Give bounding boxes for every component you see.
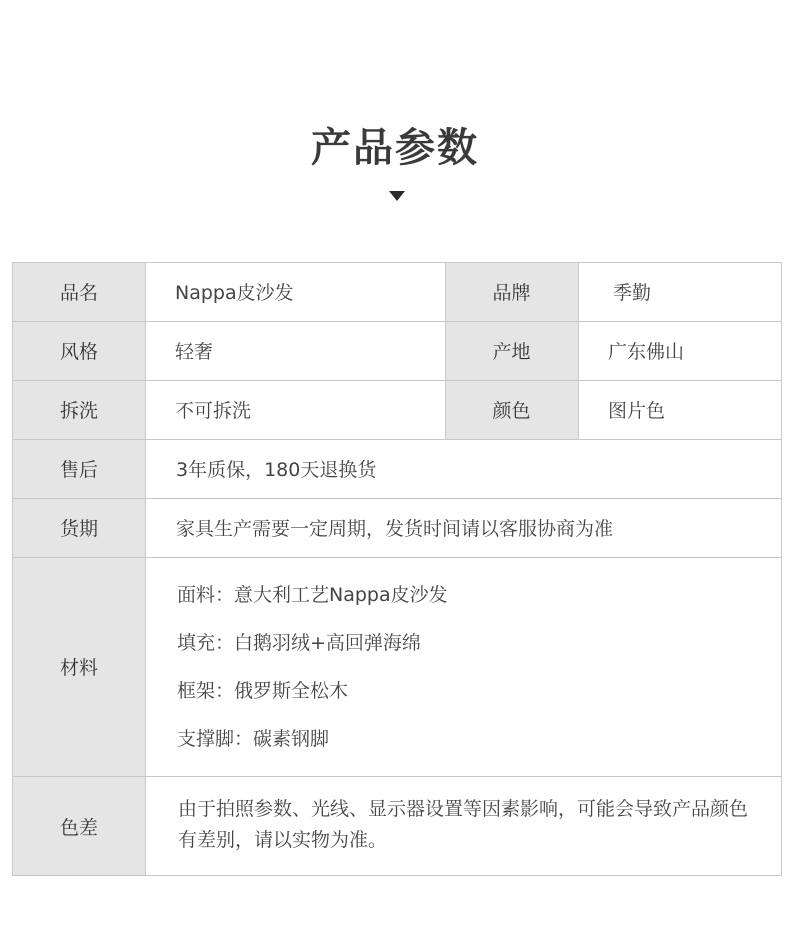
label-brand: 品牌 [445, 262, 578, 321]
value-aftersale: 3年质保，180天退换货 [146, 439, 782, 498]
divider [12, 321, 782, 322]
divider [12, 439, 782, 440]
label-name: 品名 [12, 262, 146, 321]
value-brand: 季勤 [578, 262, 782, 321]
value-name: Nappa皮沙发 [146, 262, 445, 321]
divider [12, 380, 782, 381]
triangle-down-icon [389, 191, 405, 201]
label-material: 材料 [12, 557, 146, 776]
value-delivery: 家具生产需要一定周期，发货时间请以客服协商为准 [146, 498, 782, 557]
material-item: 框架：俄罗斯全松木 [177, 680, 349, 702]
divider [445, 262, 446, 439]
divider [781, 262, 782, 876]
value-color: 图片色 [578, 380, 782, 439]
label-delivery: 货期 [12, 498, 146, 557]
divider [12, 498, 782, 499]
material-item: 填充：白鹅羽绒+高回弹海绵 [177, 632, 421, 654]
material-item: 面料：意大利工艺Nappa皮沙发 [177, 584, 448, 606]
page-title: 产品参数 [311, 125, 479, 171]
divider [12, 875, 782, 876]
divider [12, 262, 13, 876]
label-style: 风格 [12, 321, 146, 380]
value-color-diff: 由于拍照参数、光线、显示器设置等因素影响，可能会导致产品颜色有差别，请以实物为准。 [146, 776, 782, 876]
divider [578, 262, 579, 439]
value-origin: 广东佛山 [578, 321, 782, 380]
value-materials [146, 557, 782, 776]
product-params-table [12, 262, 782, 876]
label-color: 颜色 [445, 380, 578, 439]
label-aftersale: 售后 [12, 439, 146, 498]
material-item: 支撑脚：碳素钢脚 [177, 728, 330, 750]
divider [12, 262, 782, 263]
value-style: 轻奢 [146, 321, 445, 380]
label-color-diff: 色差 [12, 776, 146, 876]
divider [12, 557, 782, 558]
divider [12, 776, 782, 777]
label-origin: 产地 [445, 321, 578, 380]
label-wash: 拆洗 [12, 380, 146, 439]
value-wash: 不可拆洗 [146, 380, 445, 439]
divider [145, 262, 146, 876]
